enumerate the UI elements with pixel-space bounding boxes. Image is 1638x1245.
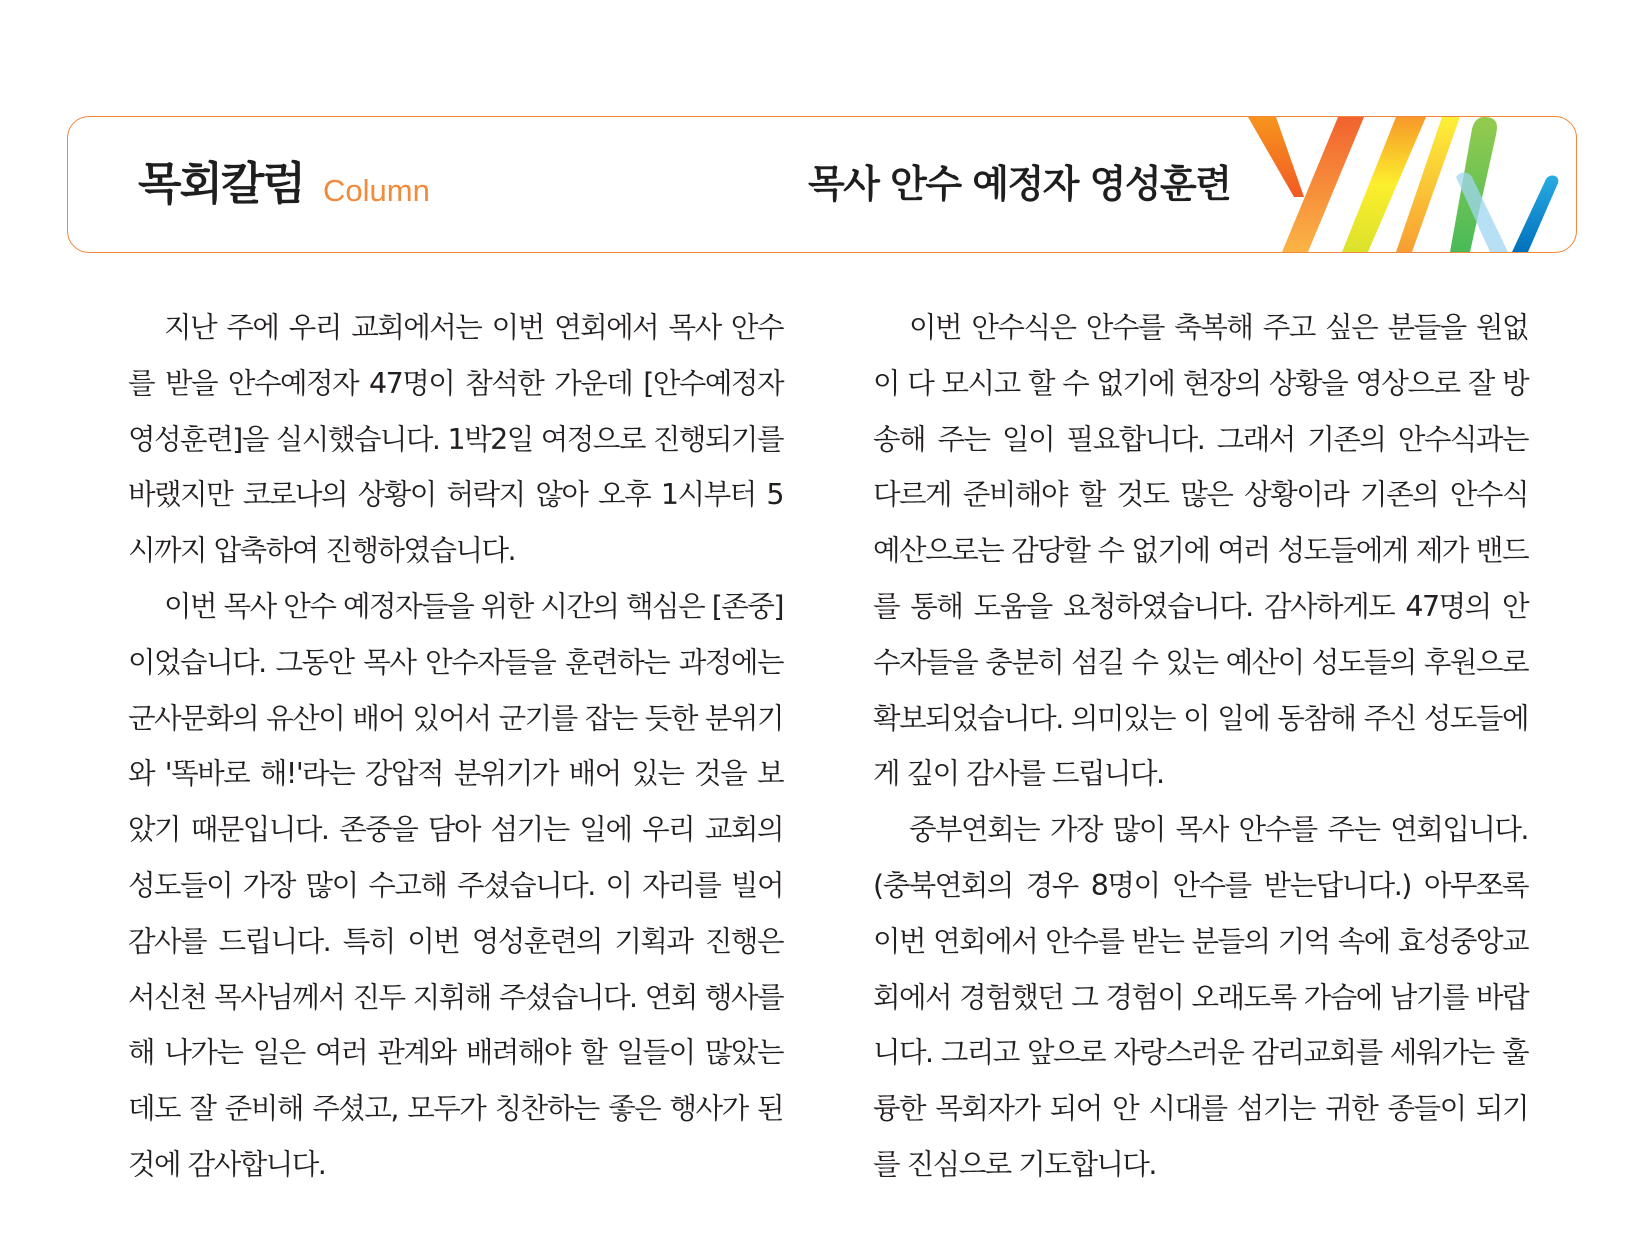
- paragraph: 지난 주에 우리 교회에서는 이번 연회에서 목사 안수를 받을 안수예정자 47명이 참석한 가운데 [안수예정자 영성훈련]을 실시했습니다. 1박2일 여정으로 진행되기를 바랬지만 코로나의 상황이 허락지 않아 오후 1시부터 5시까지 압축하여 진행하였습니다.: [128, 311, 783, 568]
- stripes-logo-icon: [1246, 117, 1576, 252]
- left-column: [128, 300, 783, 1193]
- paragraph: 이번 목사 안수 예정자들을 위한 시간의 핵심은 [존중]이었습니다. 그동안 목사 안수자들을 훈련하는 과정에는 군사문화의 유산이 배어 있어서 군기를 잡는 듯한 분위기와 '똑바로 해!'라는 강압적 분위기가 배어 있는 것을 보았기 때문입니다. 존중을 담아 섬기는 일에 우리 교회의 성도들이 가장 많이 수고해 주셨습니다. 이 자리를 빌어 감사를 드립니다. 특히 이번 영성훈련의 기획과 진행은 서신천 목사님께서 진두 지휘해 주셨습니다. 연회 행사를 해 나가는 일은 여러 관계와 배려해야 할 일들이 많았는데도 잘 준비해 주셨고, 모두가 칭찬하는 좋은 행사가 된 것에 감사합니다.: [128, 589, 783, 1181]
- column-header: [67, 116, 1577, 253]
- right-column: [873, 300, 1528, 1193]
- section-subtitle: Column: [323, 173, 430, 208]
- paragraph: 이번 안수식은 안수를 축복해 주고 싶은 분들을 원없이 다 모시고 할 수 없기에 현장의 상황을 영상으로 잘 방송해 주는 일이 필요합니다. 그래서 기존의 안수식과는 다르게 준비해야 할 것도 많은 상황이라 기존의 안수식 예산으로는 감당할 수 없기에 여러 성도들에게 제가 밴드를 통해 도움을 요청하였습니다. 감사하게도 47명의 안수자들을 충분히 섬길 수 있는 예산이 성도들의 후원으로 확보되었습니다. 의미있는 이 일에 동참해 주신 성도들에게 깊이 감사를 드립니다.: [873, 311, 1528, 791]
- section-title: 목회칼럼: [138, 157, 304, 210]
- article-title: 목사 안수 예정자 영성훈련: [808, 162, 1231, 206]
- paragraph: 중부연회는 가장 많이 목사 안수를 주는 연회입니다. (충북연회의 경우 8명이 안수를 받는답니다.) 아무쪼록 이번 연회에서 안수를 받는 분들의 기억 속에 효성중앙교회에서 경험했던 그 경험이 오래도록 가슴에 남기를 바랍니다. 그리고 앞으로 자랑스러운 감리교회를 세워가는 훌륭한 목회자가 되어 안 시대를 섬기는 귀한 종들이 되기를 진심으로 기도합니다.: [873, 813, 1528, 1181]
